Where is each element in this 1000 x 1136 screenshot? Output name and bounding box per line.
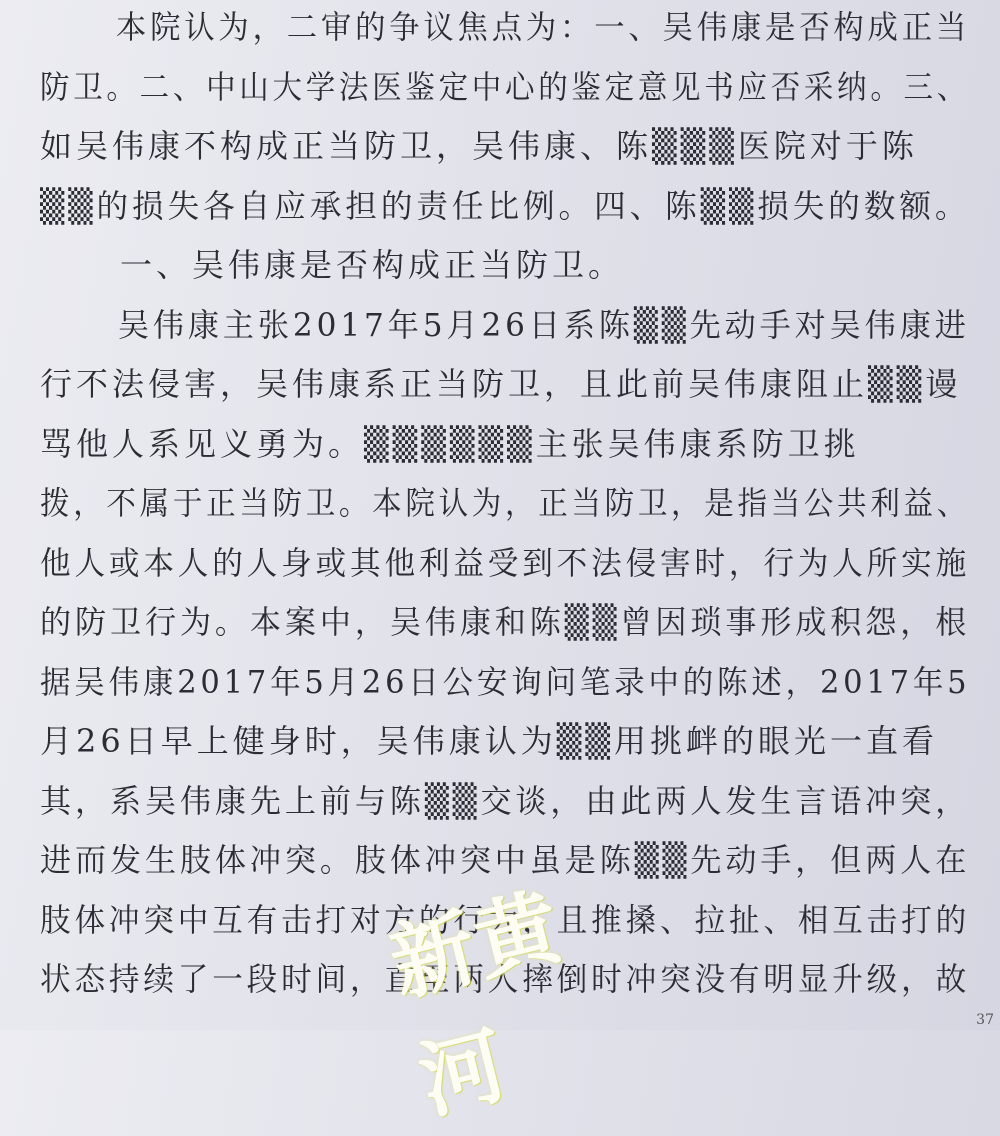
text-line: 拨，不属于正当防卫。本院认为，正当防卫，是指当公共利益、	[40, 484, 970, 522]
text-line: 进而发生肢体冲突。肢体冲突中虽是陈▒▒先动手，但两人在	[40, 841, 971, 879]
text-line: 月26日早上健身时，吴伟康认为▒▒用挑衅的眼光一直看	[40, 722, 938, 760]
text-line: 肢体冲突中互有击打对方的行为，且推搡、拉扯、相互击打的	[40, 900, 971, 939]
text-line: 其，系吴伟康先上前与陈▒▒交谈，由此两人发生言语冲突，	[40, 781, 971, 820]
text-line: 本院认为，二审的争议焦点为：一、吴伟康是否构成正当	[115, 8, 971, 46]
page-number: 37	[976, 1012, 994, 1028]
text-line: 一、吴伟康是否构成正当防卫。	[120, 246, 625, 284]
text-line: 他人或本人的人身或其他利益受到不法侵害时，行为人所实施	[40, 543, 971, 582]
text-line: 如吴伟康不构成正当防卫，吴伟康、陈▒▒▒医院对于陈	[40, 127, 918, 165]
text-line: 状态持续了一段时间，直至两人摔倒时冲突没有明显升级，故	[40, 960, 971, 998]
text-line: 的防卫行为。本案中，吴伟康和陈▒▒曾因琐事形成积怨，根	[40, 603, 971, 641]
text-line: 骂他人系见义勇为。▒▒▒▒▒▒主张吴伟康系防卫挑	[40, 424, 860, 463]
text-line: 防卫。二、中山大学法医鉴定中心的鉴定意见书应否采纳。三、	[40, 67, 970, 106]
text-line: 据吴伟康2017年5月26日公安询问笔录中的陈述，2017年5	[40, 662, 971, 701]
text-line: ▒▒的损失各自应承担的责任比例。四、陈▒▒损失的数额。	[40, 186, 971, 225]
text-line: 吴伟康主张2017年5月26日系陈▒▒先动手对吴伟康进	[117, 305, 970, 344]
text-line: 行不法侵害，吴伟康系正当防卫，且此前吴伟康阻止▒▒谩	[40, 365, 962, 403]
watermark-logo: 新黄河	[380, 876, 572, 1132]
